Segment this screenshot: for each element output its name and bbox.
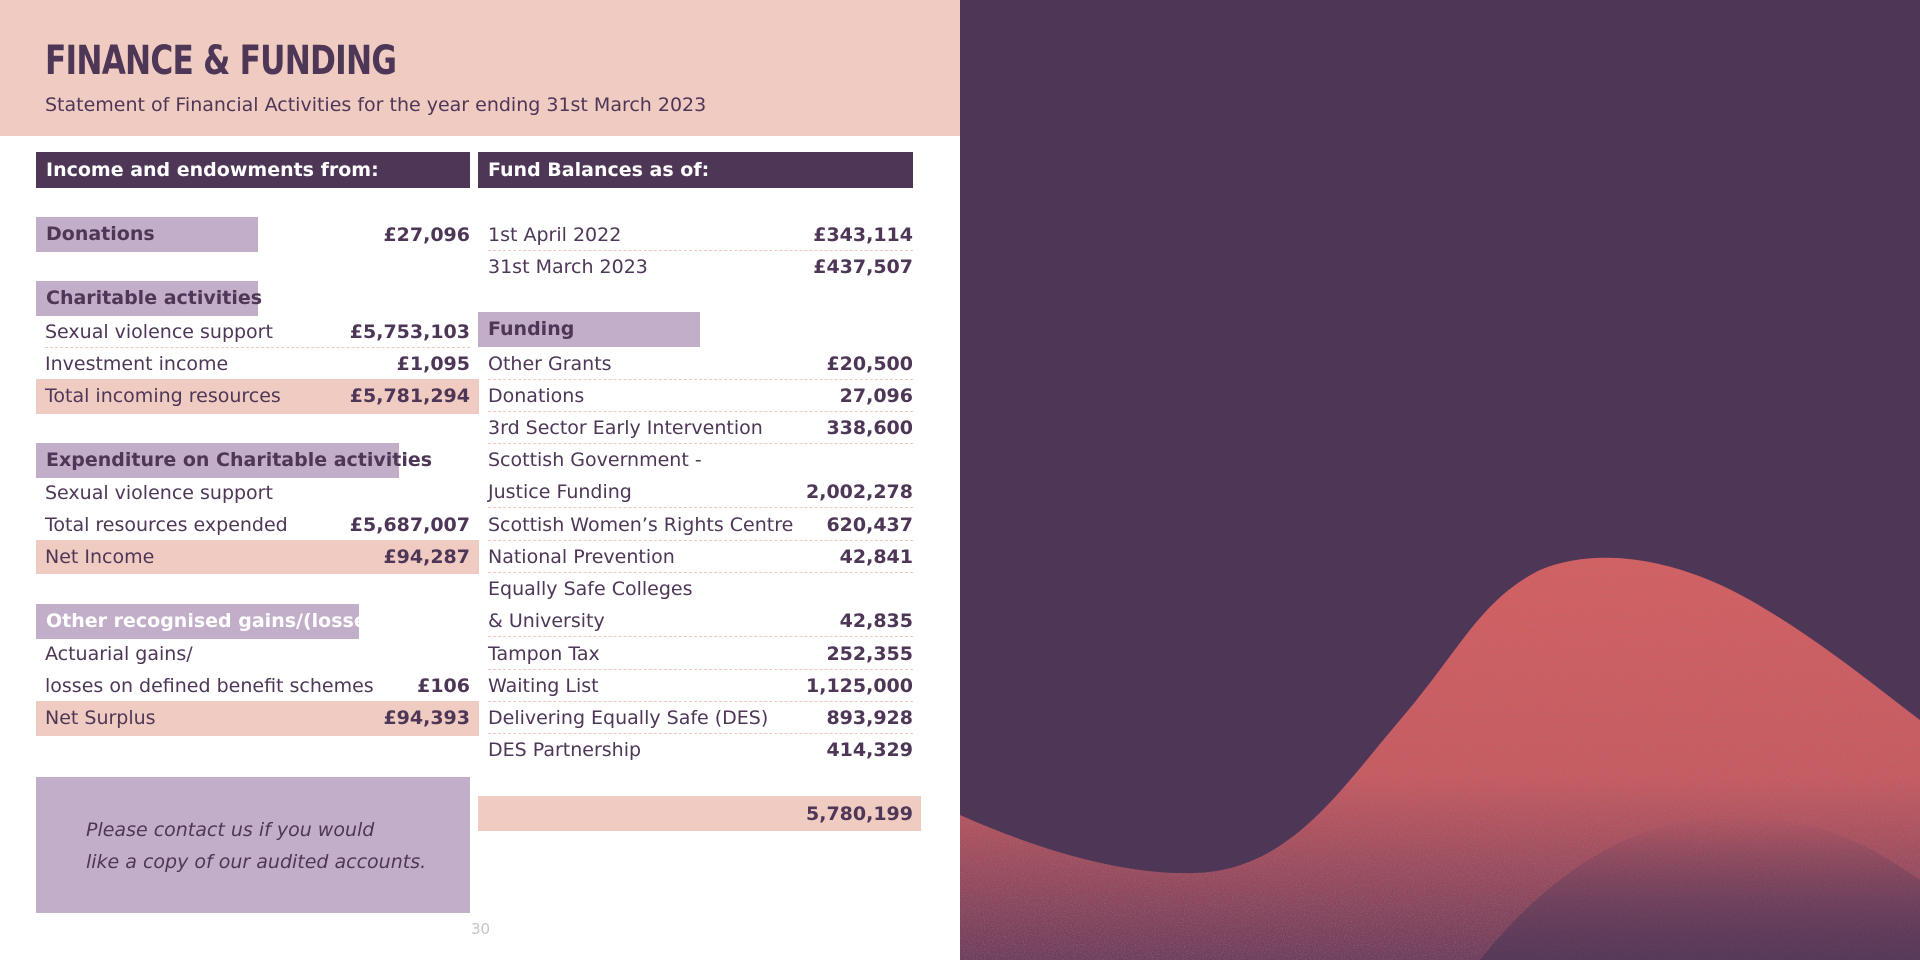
row-value: £5,753,103 bbox=[349, 320, 470, 343]
row-value: £106 bbox=[417, 675, 470, 697]
income-heading: Income and endowments from: bbox=[36, 152, 470, 188]
row-value: 42,835 bbox=[839, 609, 913, 632]
row-label: Scottish Government - bbox=[488, 449, 702, 471]
table-row bbox=[45, 670, 470, 702]
row-value: 620,437 bbox=[826, 513, 913, 536]
expenditure-tag: Expenditure on Charitable activities bbox=[36, 443, 399, 478]
row-label: National Prevention bbox=[488, 545, 675, 568]
page-subtitle: Statement of Financial Activities for the year ending 31st March 2023 bbox=[45, 94, 707, 116]
donations-tag: Donations bbox=[36, 217, 258, 252]
row-label: Actuarial gains/ bbox=[45, 643, 193, 665]
contact-line: like a copy of our audited accounts. bbox=[86, 851, 427, 873]
row-value: 42,841 bbox=[839, 545, 913, 568]
table-row bbox=[488, 219, 913, 251]
page-title: FINANCE & FUNDING bbox=[45, 38, 397, 84]
table-row bbox=[488, 509, 913, 541]
table-row bbox=[45, 509, 470, 541]
donations-value: £27,096 bbox=[383, 224, 470, 246]
table-row bbox=[488, 702, 913, 734]
total-incoming-row bbox=[45, 380, 470, 412]
row-label: Waiting List bbox=[488, 674, 599, 697]
row-label: Tampon Tax bbox=[488, 642, 600, 665]
row-value: £5,781,294 bbox=[349, 385, 470, 407]
net-income-row bbox=[45, 541, 470, 573]
row-value: £20,500 bbox=[826, 352, 913, 375]
row-value: £437,507 bbox=[813, 256, 913, 278]
table-row bbox=[488, 444, 913, 476]
row-value: 338,600 bbox=[826, 416, 913, 439]
funding-tag: Funding bbox=[478, 312, 700, 347]
row-label: Sexual violence support bbox=[45, 482, 273, 504]
row-label: 31st March 2023 bbox=[488, 256, 648, 278]
table-row bbox=[488, 638, 913, 670]
table-row bbox=[488, 476, 913, 508]
table-row bbox=[45, 348, 470, 380]
table-row bbox=[45, 477, 470, 509]
row-label: Net Income bbox=[45, 546, 155, 568]
row-label: DES Partnership bbox=[488, 739, 642, 761]
table-row bbox=[45, 316, 470, 348]
row-label: Scottish Women’s Rights Centre bbox=[488, 513, 794, 536]
table-row bbox=[488, 251, 913, 283]
table-row bbox=[488, 380, 913, 412]
row-label: Sexual violence support bbox=[45, 320, 273, 343]
row-label: Justice Funding bbox=[488, 480, 632, 503]
row-value: £94,287 bbox=[383, 546, 470, 568]
row-label: Total resources expended bbox=[45, 514, 288, 536]
row-value: 2,002,278 bbox=[806, 480, 913, 503]
row-label: Investment income bbox=[45, 353, 229, 375]
table-row bbox=[488, 412, 913, 444]
net-surplus-row bbox=[45, 702, 470, 734]
page-number: 30 bbox=[471, 920, 491, 938]
table-row bbox=[488, 573, 913, 605]
charitable-activities-tag: Charitable activities bbox=[36, 281, 258, 316]
table-row bbox=[488, 605, 913, 637]
decorative-panel bbox=[960, 0, 1920, 960]
fund-balances-heading: Fund Balances as of: bbox=[478, 152, 913, 188]
header-band bbox=[0, 0, 960, 136]
row-value: 893,928 bbox=[826, 706, 913, 729]
row-value: £94,393 bbox=[383, 707, 470, 729]
row-value: 1,125,000 bbox=[806, 674, 913, 697]
contact-line: Please contact us if you would bbox=[86, 819, 375, 841]
row-value: 27,096 bbox=[839, 384, 913, 407]
contact-box bbox=[36, 777, 470, 913]
funding-total-value: 5,780,199 bbox=[806, 803, 913, 825]
row-label: Other Grants bbox=[488, 352, 612, 375]
gains-tag: Other recognised gains/(losses) bbox=[36, 604, 359, 639]
row-label: 1st April 2022 bbox=[488, 223, 622, 246]
row-value: £1,095 bbox=[396, 353, 470, 375]
table-row bbox=[488, 734, 913, 766]
funding-total-row bbox=[488, 798, 913, 830]
row-value: £343,114 bbox=[813, 223, 913, 246]
table-row bbox=[488, 670, 913, 702]
row-label: Donations bbox=[488, 384, 585, 407]
row-label: losses on defined benefit schemes bbox=[45, 675, 374, 697]
row-label: Equally Safe Colleges bbox=[488, 578, 693, 600]
row-label: & University bbox=[488, 609, 605, 632]
table-row bbox=[488, 541, 913, 573]
row-value: 252,355 bbox=[826, 642, 913, 665]
donations-row bbox=[383, 219, 470, 251]
table-row bbox=[488, 348, 913, 380]
row-label: Net Surplus bbox=[45, 707, 156, 729]
table-row bbox=[45, 638, 470, 670]
row-value: 414,329 bbox=[826, 739, 913, 761]
coral-hill-graphic bbox=[960, 0, 1920, 960]
row-label: Total incoming resources bbox=[45, 385, 281, 407]
row-value: £5,687,007 bbox=[349, 514, 470, 536]
row-label: 3rd Sector Early Intervention bbox=[488, 416, 763, 439]
row-label: Delivering Equally Safe (DES) bbox=[488, 706, 769, 729]
